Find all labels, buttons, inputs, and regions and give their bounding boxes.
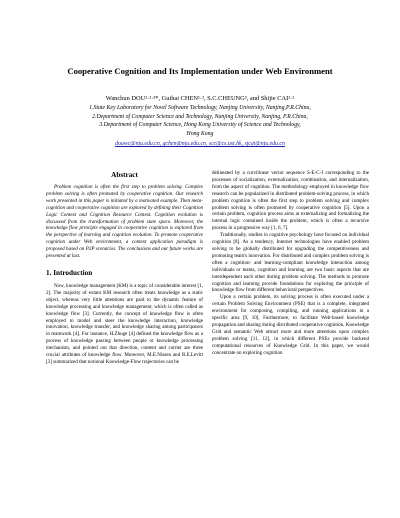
body-paragraph: Upon a certain problem, its solving process is often executed under a certain Problem Solving Environment (PSE) that is a complete, integrated environment for composing, compiling, and running applications in a specific area [9, 10]. Furthermore, to facilitate Web-based knowledge propagation and sharing during distributed cooperative cognition, Knowledge Grid and semantic Web attract more and more attentions upon complex problem solving [11, 12], in which different PSEs provide backend computational resources of Knowledge Grid. In this paper, we would concentrate on exploring cognition xyxy=(212,294,369,356)
affiliation-line: 3.Department of Computer Science, Hong Kong University of Science and Technology, xyxy=(99,122,301,128)
abstract-heading: Abstract xyxy=(111,171,138,179)
author-list: Wanchun DOU¹·²·³*, Guihai CHEN¹·², S.C.CHEUNG³, and Shijie CAI¹·² xyxy=(105,95,295,102)
introduction-heading: 1. Introduction xyxy=(46,268,93,277)
body-paragraph: Now, knowledge management (KM) is a topic of considerable interest [1, 2]. The majority of extant KM research often treats knowledge as a static object, whereas very little attentions are paid to the dynamic feature of knowledge processing and knowledge management, which is often called as knowledge flow [3]. Currently, the concept of knowledge flow is often employed to model and steer the knowledge interaction, knowledge innovation, knowledge transfer, and knowledge sharing among participators in teamwork [4]. For instance, H.Zhuge [4] defined the knowledge flow as a process of knowledge passing between people or knowledge processing mechanism, and pointed out that direction, content and carrier are three crucial attributes of knowledge flow. Moreover, M.E.Nissen and R.E.Levitt [3] summarized that notional Knowledge-Flow trajectories can be xyxy=(46,282,203,365)
body-paragraph: Traditionally, studies in cognitive psychology have focused on individual cognition [8]. As a tendency, Internet technologies have enabled problem solving to be globally distributed for upgrading the competitiveness and promoting team's innovation. For distributed and complex problem solving is often a cognition- and learning-compliant knowledge interaction among individuals or teams, cognition and learning are two basic aspects that are interdependent each other during problem solving. The methods to promote cognition and learning provide foundations for exploring the principle of knowledge flow from different behavioral perspectives. xyxy=(212,232,369,294)
body-paragraph: delineated by a curvilinear vector sequence S-E-C-I corresponding to the processes of socialization, externalization, combination, and internalization, from the aspect of cognition. The methodology employed in knowledge flow research can be popularized in distributed problem-solving process, in which problem cognition is often the first step to problem solving and complex problem solving is often promoted by cooperative cognition [5]. Upon a certain problem, cognition process aims at externalizing and formalizing the internal logic contained inside the problem, which is often a recursive process in a progressive way [1, 6, 7]. xyxy=(212,170,369,232)
affiliation-line: 2.Department of Computer Science and Technology, Nanjing University, Nanjing, P.R.China, xyxy=(92,113,308,120)
right-column xyxy=(212,170,369,356)
email-list xyxy=(20,140,380,148)
paper-title: Cooperative Cognition and Its Implementation under Web Environment xyxy=(67,66,333,76)
affiliation-line: Hong Kong xyxy=(186,130,214,137)
email-links[interactable]: douwc@nju.edu.cn, gchen@nju.edu.cn, scc@cs.ust.hk, sjcai@nju.edu.cn xyxy=(115,141,285,147)
abstract-text: Problem cognition is often the first step to problem solving. Complex problem solving is often promoted by cooperative cognition. Our research work presented in this paper is initiated by a motivated example. Then meta-cognition and cooperative cognition are explored by defining their Cognition Logic Context and Cognition Resource Context. Cognition evolution is discussed from the transformation of problem state space. Moreover, the knowledge flow principle engaged in cooperative cognition is explored from the perspective of learning and cognition evolution. To promote cooperative cognition under Web environment, a context application paradigm is proposed based on P2P scenarios. The conclusions and our future works are presented at last. xyxy=(46,184,203,260)
affiliations xyxy=(20,104,380,138)
left-column xyxy=(46,170,203,366)
affiliation-line: 1.State Key Laboratory for Novel Software Technology, Nanjing University, Nanjing,P.R.China, xyxy=(89,105,311,111)
